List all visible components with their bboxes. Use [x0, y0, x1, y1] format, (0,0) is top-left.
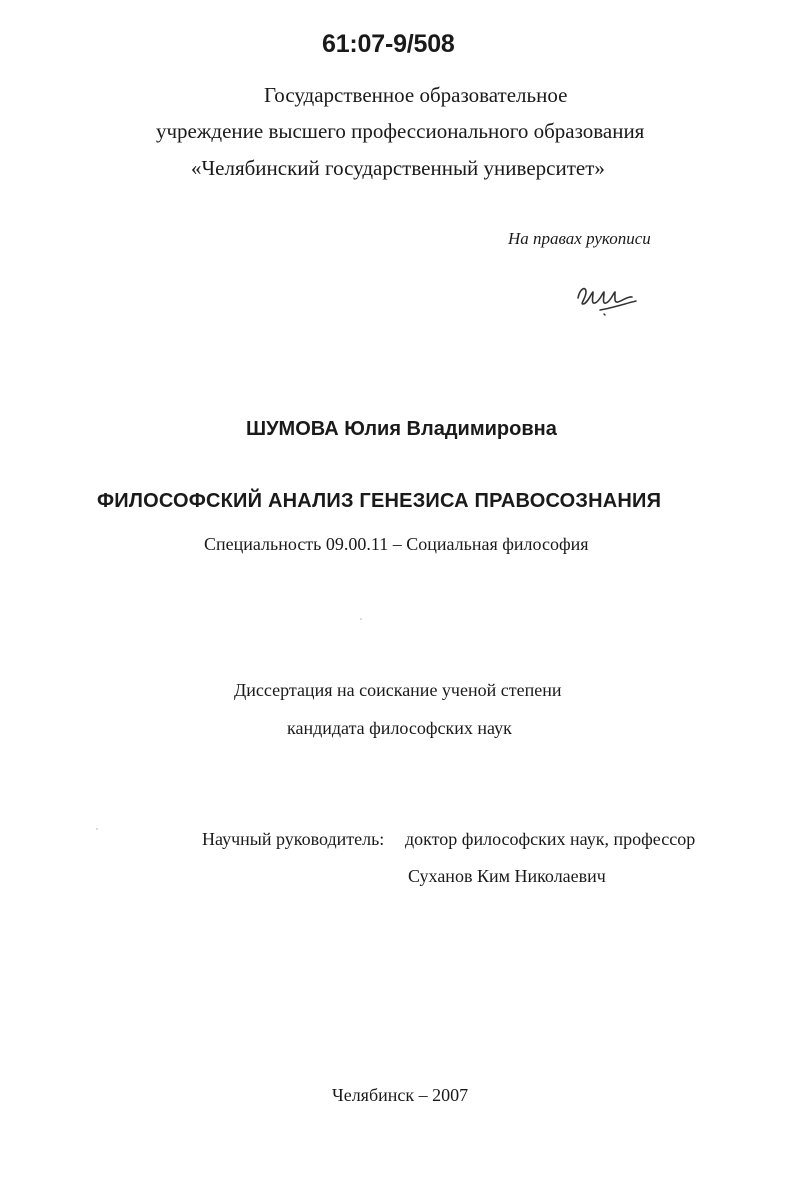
- degree-line-2: кандидата философских наук: [287, 718, 512, 738]
- institution-line-3: «Челябинский государственный университет»: [191, 156, 605, 180]
- institution-line-1: Государственное образовательное: [264, 83, 568, 107]
- degree-line-1: Диссертация на соискание ученой степени: [234, 680, 562, 700]
- supervisor-credentials: доктор философских наук, профессор: [405, 829, 696, 849]
- dissertation-title: ФИЛОСОФСКИЙ АНАЛИЗ ГЕНЕЗИСА ПРАВОСОЗНАНИЯ: [97, 490, 662, 512]
- manuscript-note: На правах рукописи: [508, 229, 651, 248]
- scan-speck: [96, 828, 98, 830]
- catalog-number: 61:07-9/508: [322, 30, 455, 58]
- author-name: ШУМОВА Юлия Владимировна: [246, 418, 557, 440]
- scan-speck: [360, 618, 362, 620]
- specialty: Специальность 09.00.11 – Социальная философия: [204, 534, 589, 554]
- handwritten-signature: [574, 276, 644, 320]
- place-and-year: Челябинск – 2007: [332, 1085, 469, 1105]
- institution-line-2: учреждение высшего профессионального образования: [156, 119, 645, 143]
- supervisor-name: Суханов Ким Николаевич: [408, 866, 606, 886]
- supervisor-label: Научный руководитель:: [202, 829, 385, 849]
